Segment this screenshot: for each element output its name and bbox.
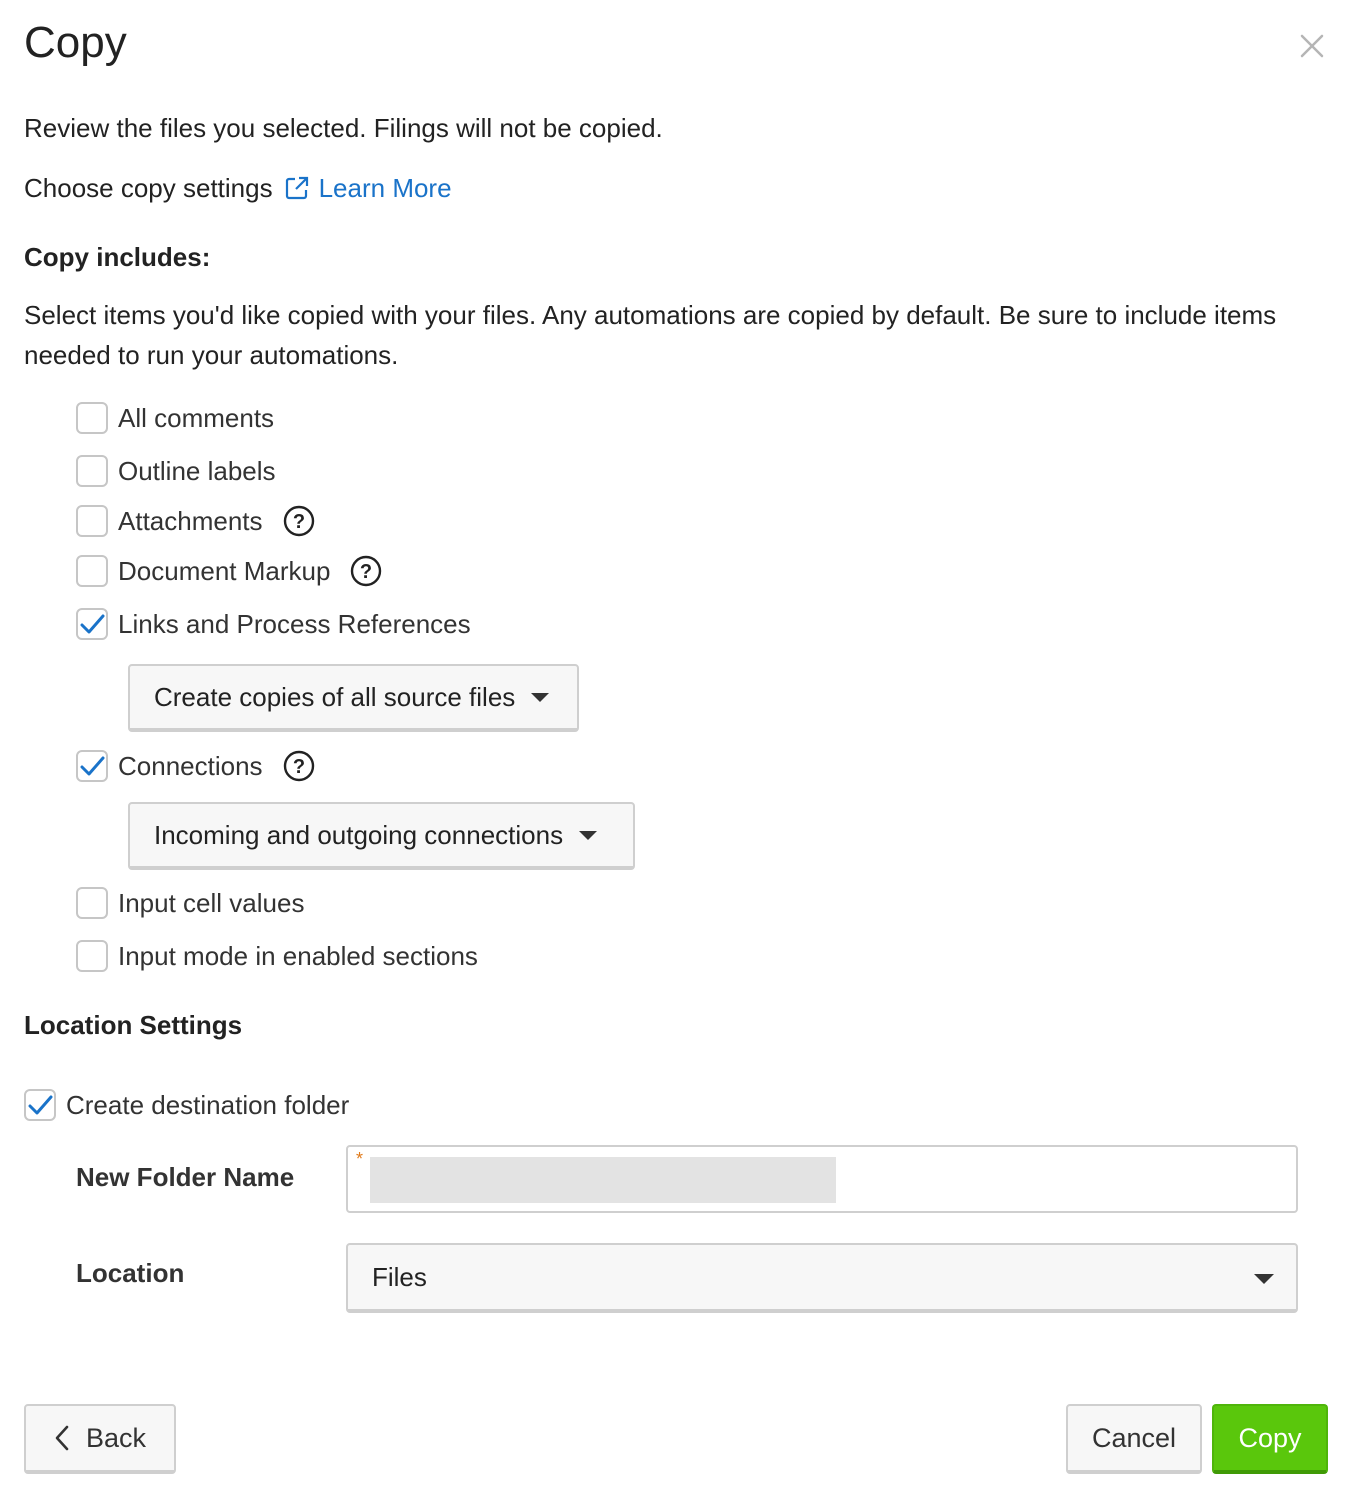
help-icon[interactable]	[350, 555, 382, 587]
learn-more-label: Learn More	[318, 173, 452, 203]
option-label: Input mode in enabled sections	[118, 940, 478, 971]
checkmark-icon	[27, 1092, 53, 1118]
copy-button[interactable]: Copy	[1212, 1404, 1328, 1474]
copy-settings-line	[24, 168, 452, 208]
connections-mode-dropdown[interactable]	[128, 802, 635, 870]
option-label: All comments	[118, 402, 275, 433]
cancel-button[interactable]: Cancel	[1066, 1404, 1202, 1474]
location-value: Files	[372, 1261, 427, 1292]
option-label: Create destination folder	[66, 1089, 350, 1120]
outline-labels-checkbox[interactable]	[76, 455, 108, 487]
caret-down-icon	[1254, 1274, 1274, 1284]
new-folder-name-input[interactable]	[346, 1145, 1298, 1213]
close-icon[interactable]	[1296, 30, 1328, 62]
links-mode-dropdown[interactable]	[128, 664, 579, 732]
dialog-title: Copy	[24, 18, 127, 67]
learn-more-link[interactable]	[283, 168, 452, 208]
svg-text:?: ?	[292, 756, 305, 778]
connections-mode-value: Incoming and outgoing connections	[154, 819, 564, 850]
help-icon[interactable]	[283, 750, 315, 782]
option-label: Input cell values	[118, 887, 305, 918]
redacted-folder-name	[370, 1157, 836, 1203]
option-create-destination-folder[interactable]	[24, 1085, 349, 1125]
option-label: Document Markup	[118, 555, 331, 586]
caret-down-icon	[579, 831, 597, 840]
option-all-comments[interactable]	[76, 398, 274, 438]
attachments-checkbox[interactable]	[76, 505, 108, 537]
links-process-references-checkbox[interactable]	[76, 608, 108, 640]
copy-settings-text: Choose copy settings	[24, 173, 273, 203]
input-cell-values-checkbox[interactable]	[76, 887, 108, 919]
external-link-icon	[283, 174, 311, 202]
document-markup-checkbox[interactable]	[76, 555, 108, 587]
checkmark-icon	[79, 611, 105, 637]
location-select[interactable]	[346, 1243, 1298, 1313]
all-comments-checkbox[interactable]	[76, 402, 108, 434]
option-document-markup[interactable]	[76, 551, 382, 591]
copy-includes-heading: Copy includes:	[24, 242, 211, 272]
svg-text:?: ?	[360, 561, 373, 583]
option-label: Attachments	[118, 505, 263, 536]
option-connections[interactable]	[76, 746, 315, 786]
option-attachments[interactable]	[76, 501, 315, 541]
caret-down-icon	[531, 693, 549, 702]
option-outline-labels[interactable]	[76, 451, 276, 491]
new-folder-name-label: New Folder Name	[76, 1162, 295, 1192]
input-mode-checkbox[interactable]	[76, 940, 108, 972]
back-button[interactable]	[24, 1404, 176, 1474]
option-label: Connections	[118, 750, 263, 781]
review-text: Review the files you selected. Filings will not be copied.	[24, 113, 663, 143]
svg-text:?: ?	[292, 511, 305, 533]
copy-includes-description: Select items you'd like copied with your files. Any automations are copied by default. Be sure to include items needed to run your automations.	[24, 300, 1277, 370]
back-label: Back	[85, 1422, 147, 1453]
location-label: Location	[76, 1258, 185, 1288]
option-input-mode[interactable]	[76, 936, 478, 976]
links-mode-value: Create copies of all source files	[154, 681, 516, 712]
option-links-process-references[interactable]	[76, 604, 471, 644]
required-marker: *	[356, 1149, 364, 1169]
location-settings-heading: Location Settings	[24, 1010, 243, 1040]
chevron-left-icon	[54, 1424, 70, 1452]
connections-checkbox[interactable]	[76, 750, 108, 782]
help-icon[interactable]	[283, 505, 315, 537]
option-input-cell-values[interactable]	[76, 883, 304, 923]
option-label: Outline labels	[118, 455, 276, 486]
checkmark-icon	[79, 753, 105, 779]
create-folder-checkbox[interactable]	[24, 1089, 56, 1121]
option-label: Links and Process References	[118, 608, 471, 639]
